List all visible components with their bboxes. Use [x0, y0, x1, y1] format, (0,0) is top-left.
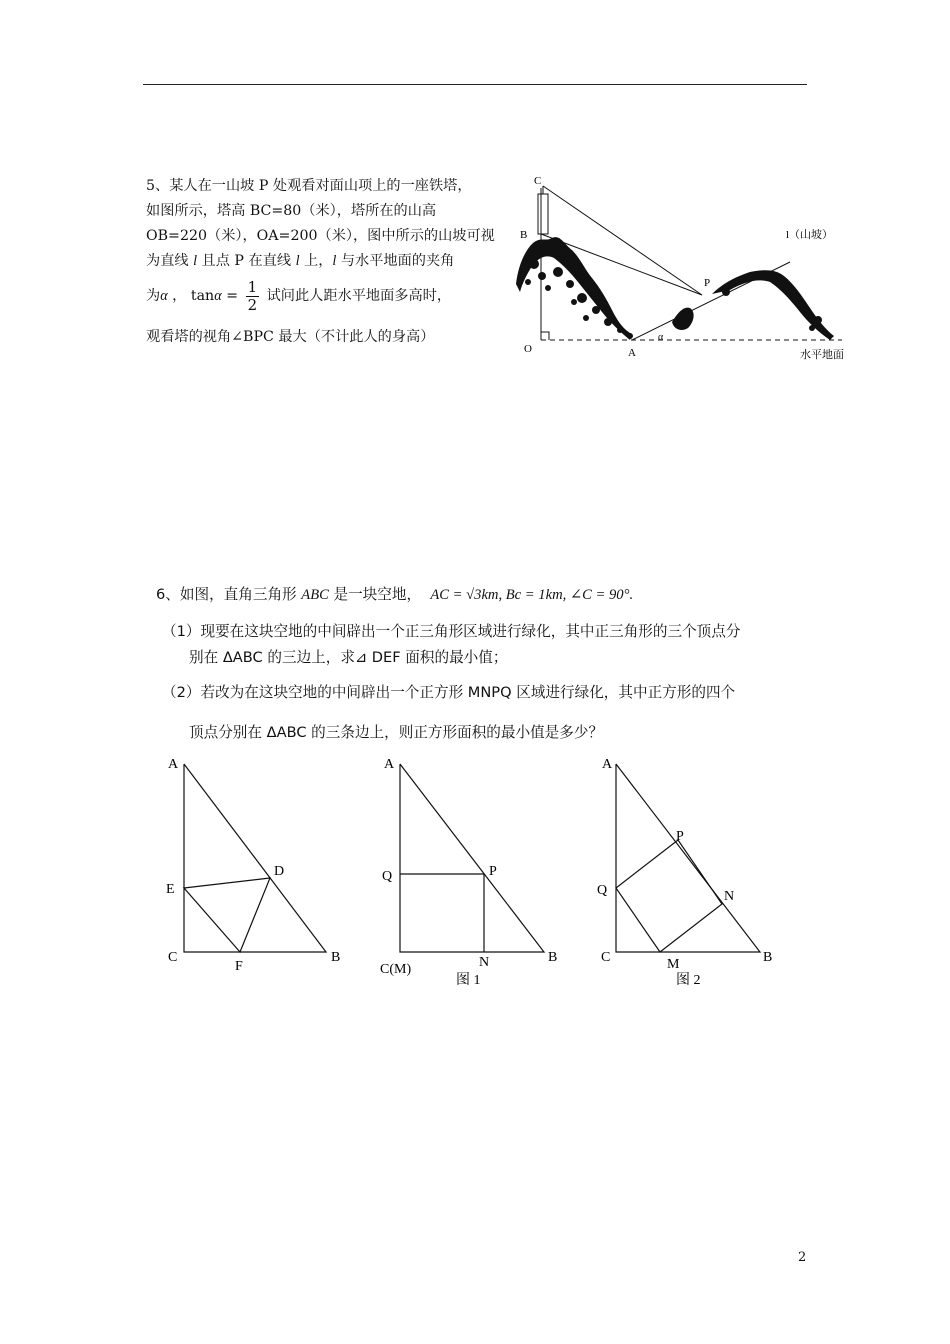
problem5-line1: 5、某人在一山坡 P 处观看对面山项上的一座铁塔，: [146, 178, 472, 194]
fig-1-label-A: A: [384, 757, 395, 772]
label-B: B: [520, 229, 528, 241]
problem5-line4: [146, 249, 506, 273]
header-rule: [143, 84, 807, 85]
fig-1-label-N: N: [479, 955, 490, 970]
mountain-silhouette: [516, 237, 834, 340]
line-l-symbol: l: [193, 253, 198, 269]
triangle-abc: [616, 764, 760, 952]
label-O: O: [524, 343, 532, 355]
fig-1-label-Q: Q: [382, 869, 393, 884]
problem5-line5-c: 试问此人距水平地面多高时，: [262, 288, 452, 304]
fig-2-label-A: A: [602, 757, 613, 772]
problem5-line4-a: 为直线: [146, 253, 194, 269]
fig-1-caption: 图 1: [456, 973, 481, 988]
problem6-intro-b: 是一块空地，: [328, 586, 422, 603]
fig-2-label-P: P: [676, 829, 684, 844]
triangle-abc: [400, 764, 544, 952]
label-A: A: [628, 347, 636, 359]
label-P: P: [704, 277, 711, 289]
page-number: 2: [798, 1250, 807, 1265]
triangle-abc: [184, 764, 326, 952]
label-ground: 水平地面: [800, 349, 844, 361]
triangle-name: ABC: [301, 587, 329, 603]
fig-a-label-C: C: [168, 950, 178, 965]
problem5-line3: OB=220（米），OA=200（米），图中所示的山坡可视: [146, 228, 495, 244]
label-alpha: α: [658, 332, 664, 343]
problem6-part1-b: 别在 ΔABC 的三边上，求⊿ DEF 面积的最小值；: [189, 649, 508, 666]
slope-line-l: [632, 262, 790, 340]
fig-a-label-B: B: [331, 950, 341, 965]
label-C: C: [534, 175, 542, 187]
tan-function: tan: [190, 288, 215, 304]
fraction-numerator: 1: [247, 277, 258, 296]
problem5-line6: 观看塔的视角∠BPC 最大（不计此人的身高）: [146, 329, 435, 345]
figure-1-square: [378, 752, 578, 992]
fig-a-label-A: A: [168, 757, 179, 772]
square-mnpq: [400, 874, 484, 952]
problem6-intro: 6、如图，直角三角形: [156, 586, 302, 603]
right-angle-mark: [541, 332, 549, 340]
fig-1-label-P: P: [489, 864, 497, 879]
figure-2-square: [594, 752, 794, 992]
fig-1-label-B: B: [548, 950, 558, 965]
problem5-line4-d: 与水平地面的夹角: [336, 253, 455, 269]
fig-1-label-CM: C(M): [380, 962, 412, 977]
problem5-line4-c: 上，: [299, 253, 333, 269]
alpha-symbol: α: [214, 288, 222, 304]
equals-sign: =: [221, 288, 243, 304]
problem5-line5-a: 为: [146, 288, 161, 304]
problem6-part1-a: （1）现要在这块空地的中间辟出一个正三角形区域进行绿化，其中正三角形的三个顶点分: [162, 623, 741, 640]
problem5-line5: [146, 276, 506, 316]
fraction-denominator: 2: [247, 295, 258, 314]
fig-2-label-Q: Q: [597, 883, 608, 898]
problem6-part2-a: （2）若改为在这块空地的中间辟出一个正方形 MNPQ 区域进行绿化，其中正方形的四个: [162, 684, 736, 701]
problem5-line2: 如图所示，塔高 BC=80（米），塔所在的山高: [146, 203, 437, 219]
fig-2-label-M: M: [667, 957, 680, 972]
fig-2-label-N: N: [724, 889, 735, 904]
fig-2-label-C: C: [601, 950, 611, 965]
fraction-one-half: [246, 279, 260, 314]
fig-2-label-B: B: [763, 950, 773, 965]
square-mnpq: [616, 840, 722, 952]
alpha-symbol: α: [160, 288, 168, 304]
line-l-symbol: l: [332, 253, 337, 269]
tower: [538, 186, 548, 234]
problem5-line5-b: ，: [167, 288, 187, 304]
fig-a-label-F: F: [235, 959, 243, 974]
triangle-def: [184, 878, 270, 952]
fig-a-label-E: E: [166, 882, 175, 897]
sight-line-pc: [543, 186, 702, 295]
problem6-part2-b: 顶点分别在 ΔABC 的三条边上，则正方形面积的最小值是多少？: [189, 724, 604, 741]
problem5-line4-b: 且点 P 在直线: [197, 253, 296, 269]
given-formula: AC = √3km, Bc = 1km, ∠C = 90°.: [430, 587, 634, 603]
mountain-slope-figure: [512, 172, 852, 362]
problem6-line1: [156, 583, 633, 604]
fig-a-label-D: D: [274, 864, 285, 879]
figure-triangle-def: [160, 752, 360, 972]
label-slope: l（山坡）: [786, 229, 834, 241]
line-l-symbol: l: [295, 253, 300, 269]
fig-2-caption: 图 2: [676, 973, 701, 988]
